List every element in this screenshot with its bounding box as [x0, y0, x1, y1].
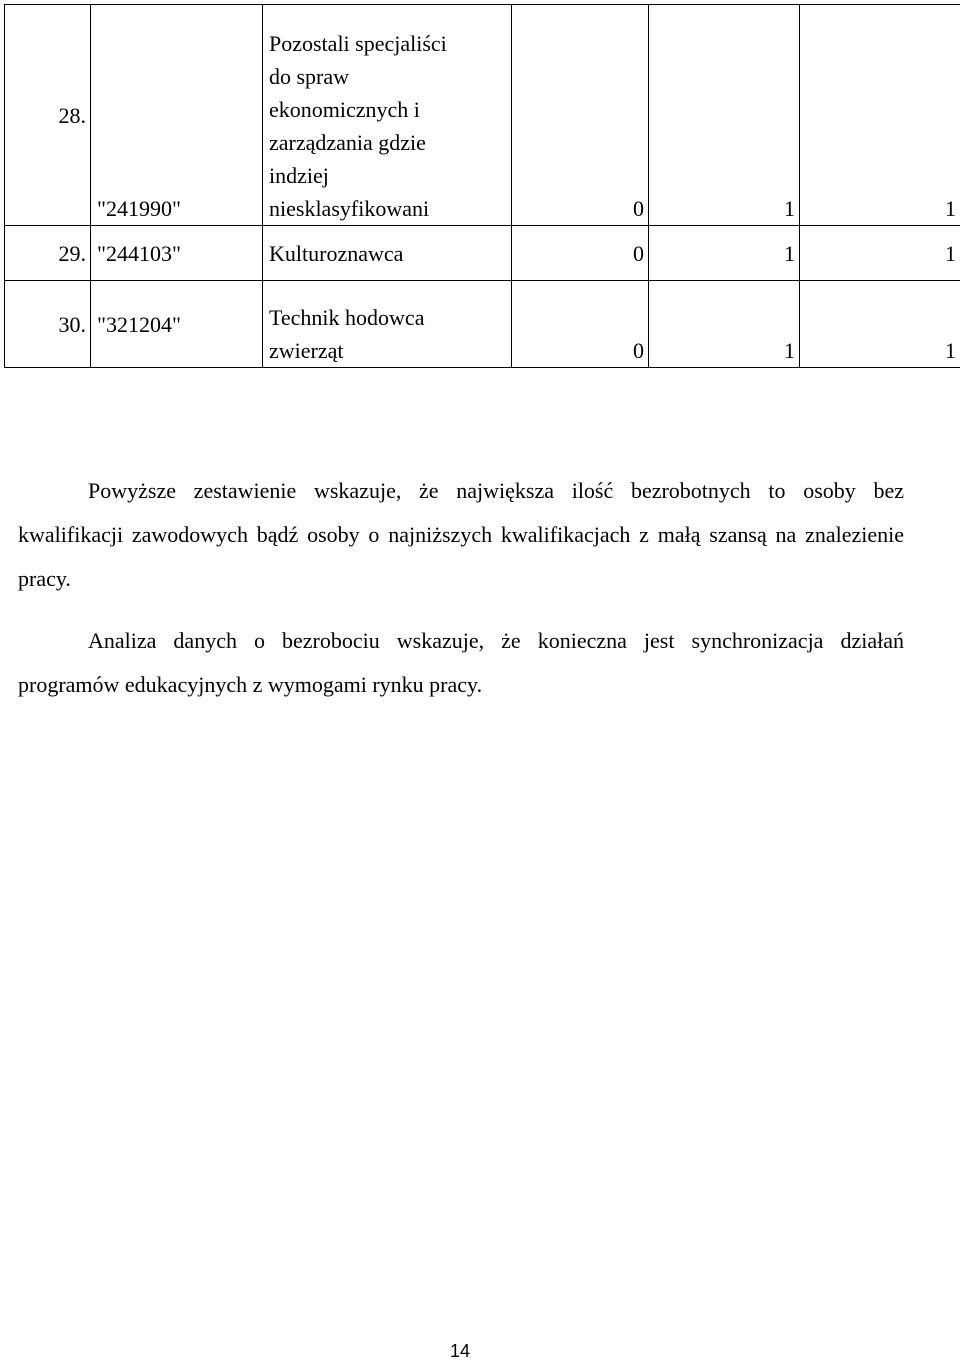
summary-paragraph: Powyższe zestawienie wskazuje, że największa ilość bezrobotnych to osoby bez kwalifikacji zawodowych bądź osoby o najniższych kwalifikacjach z małą szansą na znalezienie pracy. — [18, 469, 904, 601]
value-cell: 1 — [649, 281, 800, 368]
occupation-name-line: zwierząt — [269, 334, 507, 367]
occupation-code: "321204" — [91, 281, 263, 368]
value-cell: 1 — [800, 281, 960, 368]
value-cell: 1 — [800, 5, 960, 226]
table-row — [5, 5, 960, 226]
occupation-code: "241990" — [91, 5, 263, 226]
occupation-name-line: Kulturoznawca — [269, 237, 507, 270]
value-cell: 1 — [800, 226, 960, 281]
value-cell: 0 — [512, 5, 649, 226]
page-number: 14 — [450, 1340, 470, 1362]
value-cell: 0 — [512, 281, 649, 368]
occupation-name-line: do spraw — [269, 60, 507, 93]
row-number: 30. — [5, 281, 91, 368]
occupation-name-line: Pozostali specjaliści — [269, 27, 507, 60]
row-number: 29. — [5, 226, 91, 281]
occupation-name — [263, 5, 512, 226]
occupation-name-line: ekonomicznych i — [269, 93, 507, 126]
row-number: 28. — [5, 5, 91, 226]
conclusion-paragraph: Analiza danych o bezrobociu wskazuje, że konieczna jest synchronizacja działań programów edukacyjnych z wymogami rynku pracy. — [18, 619, 904, 707]
occupation-name-line: indziej — [269, 159, 507, 192]
occupation-name-line: Technik hodowca — [269, 301, 507, 334]
table-row — [5, 281, 960, 368]
value-cell: 1 — [649, 5, 800, 226]
value-cell: 1 — [649, 226, 800, 281]
occupation-table — [4, 4, 960, 368]
occupation-name — [263, 226, 512, 281]
occupation-code: "244103" — [91, 226, 263, 281]
occupation-name-line: niesklasyfikowani — [269, 192, 507, 225]
occupation-name — [263, 281, 512, 368]
occupation-name-line: zarządzania gdzie — [269, 126, 507, 159]
table-row — [5, 226, 960, 281]
value-cell: 0 — [512, 226, 649, 281]
